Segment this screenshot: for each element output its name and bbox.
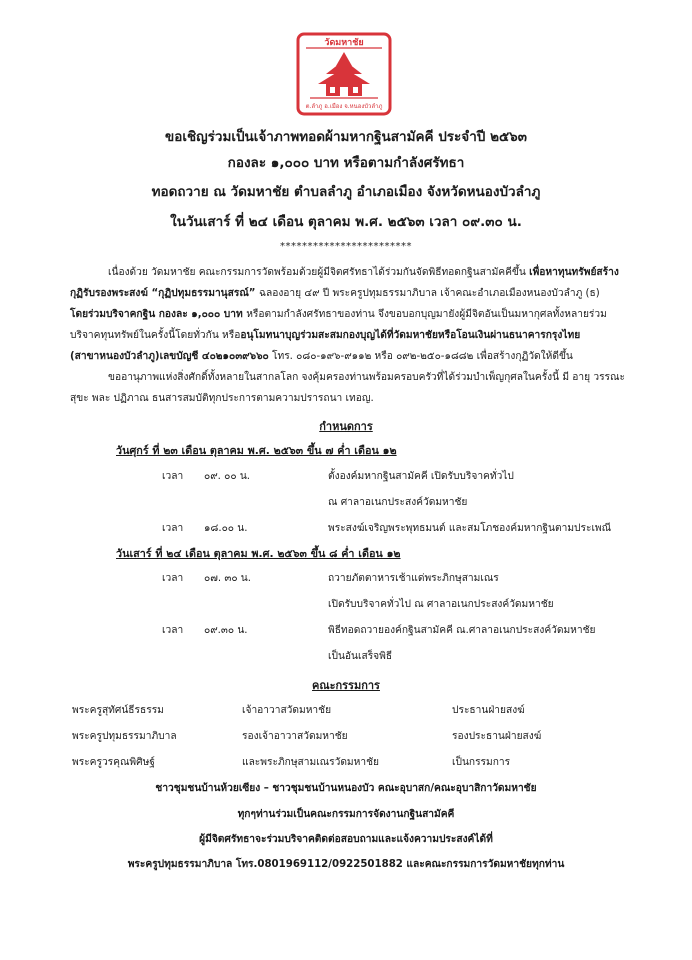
committee-name: พระครูปทุมธรรมาภิบาล <box>72 731 177 742</box>
schedule-desc-cont: เปิดรับบริจาคทั่วไป ณ ศาลาอเนกประสงค์วัดมหาชัย <box>328 599 554 610</box>
body-text: สุขะ พละ ปฏิภาณ ธนสารสมบัติทุกประการตามความปรารถนา เทอญ. <box>70 393 374 404</box>
footer-line-1: ชาวชุมชนบ้านห้วยเซียง – ชาวชุมชนบ้านหนองบัว คณะอุบาสก/คณะอุบาสิกาวัดมหาชัย <box>155 783 537 794</box>
schedule-desc: ตั้งองค์มหากฐินสามัคคี เปิดรับบริจาคทั่วไป <box>328 471 514 482</box>
body-text: โทร. ๐๘๐-๑๙๖-๙๑๑๒ หรือ ๐๙๒-๒๕๐-๑๘๘๒ เพื่อสร้างกุฏิวัดให้ดีขึ้น <box>268 351 573 362</box>
committee-role: ประธานฝ่ายสงฆ์ <box>452 705 525 716</box>
body-line-7 <box>70 388 632 409</box>
body-text: บริจาคทุนทรัพย์ในครั้งนี้โดยทั่วกัน หรือ <box>70 330 241 341</box>
body-text-bold: กุฏิรับรองพระสงฆ์ “กุฏิปทุมธรรมานุสรณ์” <box>70 288 260 299</box>
committee-position: และพระภิกษุสามเณรวัดมหาชัย <box>242 757 379 768</box>
schedule-time: ๑๘.๐๐ น. <box>204 523 248 534</box>
schedule-time: ๐๗. ๓๐ น. <box>204 573 251 584</box>
footer-line-4: พระครูปทุมธรรมาภิบาล โทร.0801969112/0922501882 และคณะกรรมการวัดมหาชัยทุกท่าน <box>127 859 565 870</box>
heading-line-3: ทอดถวาย ณ วัดมหาชัย ตำบลลำภู อำเภอเมือง จังหวัดหนองบัวลำภู <box>151 184 541 200</box>
divider-stars: ************************ <box>280 241 412 252</box>
schedule-day-2: วันเสาร์ ที่ ๒๔ เดือน ตุลาคม พ.ศ. ๒๕๖๓ ขึ้น ๘ ค่ำ เดือน ๑๒ <box>116 547 401 560</box>
schedule-time: ๐๙. ๐๐ น. <box>204 471 251 482</box>
body-line-6 <box>108 367 648 388</box>
svg-text:วัดมหาชัย: วัดมหาชัย <box>324 38 364 48</box>
committee-position: เจ้าอาวาสวัดมหาชัย <box>242 705 332 716</box>
body-text: ฉลองอายุ ๔๙ ปี พระครูปทุมธรรมาภิบาล เจ้าคณะอำเภอเมืองหนองบัวลำภู (ธ) <box>259 288 600 299</box>
schedule-desc: ถวายภัตตาหารเช้าแด่พระภิกษุสามเณร <box>328 573 499 584</box>
heading-line-4: ในวันเสาร์ ที่ ๒๔ เดือน ตุลาคม พ.ศ. ๒๕๖๓ เวลา ๐๙.๓๐ น. <box>170 214 522 230</box>
committee-name: พระครูวรคุณพิศิษฐ์ <box>72 757 155 768</box>
schedule-time-label: เวลา <box>162 573 184 584</box>
svg-text:ต.ลำภู อ.เมือง จ.หนองบัวลำภู: ต.ลำภู อ.เมือง จ.หนองบัวลำภู <box>305 103 383 110</box>
committee-role: รองประธานฝ่ายสงฆ์ <box>452 731 542 742</box>
body-line-4 <box>70 325 632 346</box>
footer-line-2: ทุกๆท่านร่วมเป็นคณะกรรมการจัดงานกฐินสามัคคี <box>237 809 455 820</box>
schedule-time-label: เวลา <box>162 523 184 534</box>
body-line-2 <box>70 283 632 304</box>
body-text: เนื่องด้วย วัดมหาชัย คณะกรรมการวัดพร้อมด้วยผู้มีจิตศรัทธาได้ร่วมกันจัดพิธีทอดกฐินสามัคคีขึ้น <box>108 267 530 278</box>
schedule-desc: พิธีทอดถวายองค์กฐินสามัคคี ณ.ศาลาอเนกประสงค์วัดมหาชัย <box>328 625 596 636</box>
committee-position: รองเจ้าอาวาสวัดมหาชัย <box>242 731 348 742</box>
temple-seal-logo <box>296 32 392 116</box>
schedule-desc: พระสงฆ์เจริญพระพุทธมนต์ และสมโภชองค์มหากฐินตามประเพณี <box>328 523 612 534</box>
schedule-time-label: เวลา <box>162 625 184 636</box>
body-line-5 <box>70 346 632 367</box>
schedule-day-1: วันศุกร์ ที่ ๒๓ เดือน ตุลาคม พ.ศ. ๒๕๖๓ ขึ้น ๗ ค่ำ เดือน ๑๒ <box>116 444 397 457</box>
body-text-bold: (สาขาหนองบัวลำภู)เลขบัญชี ๔๐๒๑๐๓๙๖๖๐ <box>70 351 269 362</box>
heading-line-1: ขอเชิญร่วมเป็นเจ้าภาพทอดผ้ามหากฐินสามัคคี ประจำปี ๒๕๖๓ <box>165 129 527 145</box>
body-text: หรือตามกำลังศรัทธาของท่าน จึงขอบอกบุญมายังผู้มีจิตอันเป็นมหากุศลทั้งหลายร่วม <box>246 309 607 320</box>
schedule-desc-cont: ณ ศาลาอเนกประสงค์วัดมหาชัย <box>328 497 468 508</box>
committee-role: เป็นกรรมการ <box>452 757 511 768</box>
footer-line-3: ผู้มีจิตศรัทธาจะร่วมบริจาคติดต่อสอบถามและแจ้งความประสงค์ได้ที่ <box>199 834 493 845</box>
body-line-1 <box>108 262 648 283</box>
body-text: ขออานุภาพแห่งสิ่งศักดิ์ทั้งหลายในสากลโลก จงคุ้มครองท่านพร้อมครอบครัวที่ได้ร่วมบำเพ็ญกุศลในครั้งนี้ มี อายุ วรรณะ <box>108 372 625 383</box>
body-text-bold: โดยร่วมบริจาคกฐิน กองละ ๑,๐๐๐ บาท <box>70 309 247 320</box>
body-text-bold: เพื่อหาทุนทรัพย์สร้าง <box>529 267 619 278</box>
committee-title: คณะกรรมการ <box>312 679 380 692</box>
schedule-time-label: เวลา <box>162 471 184 482</box>
schedule-time: ๐๙.๓๐ น. <box>204 625 248 636</box>
committee-name: พระครูสุทัศน์ธีรธรรม <box>72 705 164 716</box>
heading-line-2: กองละ ๑,๐๐๐ บาท หรือตามกำลังศรัทธา <box>227 155 465 171</box>
body-line-3 <box>70 304 632 325</box>
schedule-desc-cont: เป็นอันเสร็จพิธี <box>328 651 393 662</box>
body-text-bold: อนุโมทนาบุญร่วมสะสมกองบุญได้ที่วัดมหาชัยหรือโอนเงินผ่านธนาคารกรุงไทย <box>240 330 581 341</box>
schedule-title: กำหนดการ <box>319 420 373 433</box>
